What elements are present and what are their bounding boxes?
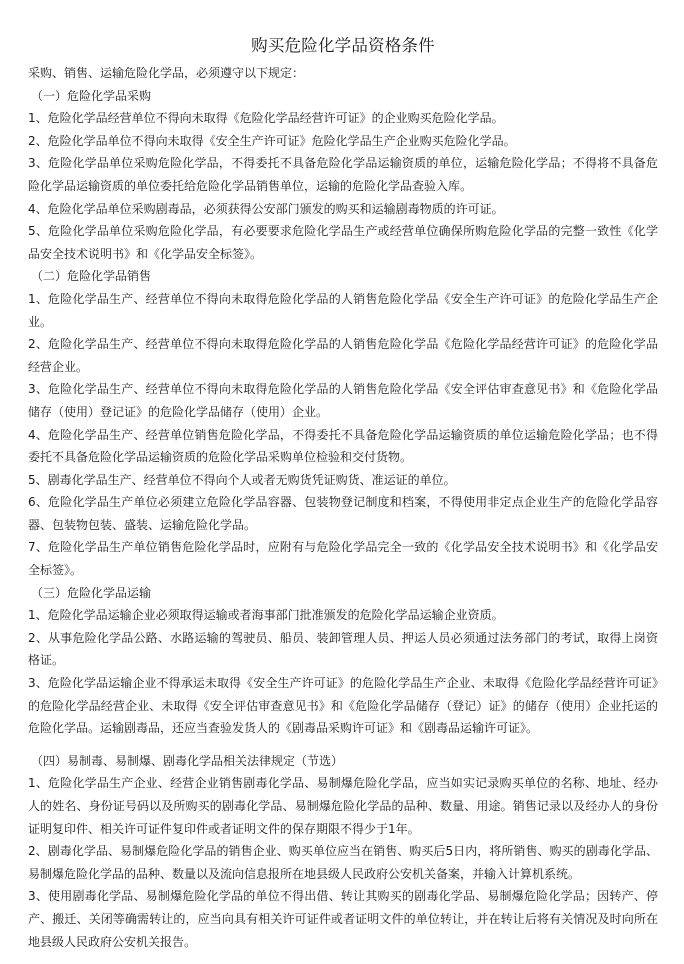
sales-item: 2、危险化学品生产、经营单位不得向未取得危险化学品的人销售危险化学品《危险化学品经营许可证》的危险化学品经营企业。 <box>28 337 658 374</box>
section-heading-regulations: （四）易制毒、易制爆、剧毒化学品相关法律规定（节选） <box>31 753 344 768</box>
transport-item: 1、危险化学品运输企业必须取得运输或者海事部门批准颁发的危险化学品运输企业资质。 <box>28 608 504 623</box>
regulation-item: 2、剧毒化学品、易制爆危险化学品的销售企业、购买单位应当在销售、购买后5日内，将所销售、购买的剧毒化学品、易制爆危险化学品的品种、数量以及流向信息报所在地县级人民政府公安机关备案，并输入计算机系统。 <box>28 844 658 881</box>
sales-item: 6、危险化学品生产单位必须建立危险化学品容器、包装物登记制度和档案，不得使用非定点企业生产的危险化学品容器、包装物包装、盛装、运输危险化学品。 <box>28 495 658 532</box>
sales-item: 5、剧毒化学品生产、经营单位不得向个人或者无购货凭证购货、准运证的单位。 <box>28 472 456 487</box>
procurement-item: 5、危险化学品单位采购危险化学品，有必要要求危险化学品生产或经营单位确保所购危险化学品的完整一致性《化学品安全技术说明书》和《化学品安全标签》。 <box>28 224 658 261</box>
section-heading-sales: （二）危险化学品销售 <box>31 269 152 284</box>
procurement-item: 4、危险化学品单位采购剧毒品，必须获得公安部门颁发的购买和运输剧毒物质的许可证。 <box>28 201 504 216</box>
regulation-item: 1、危险化学品生产企业、经营企业销售剧毒化学品、易制爆危险化学品，应当如实记录购买单位的名称、地址、经办人的姓名、身份证号码以及所购买的剧毒化学品、易制爆危险化学品的品种、数量、用途。销售记录以及经办人的身份证明复印件、相关许可证件复印件或者证明文件的保存期限不得少于1年。 <box>28 776 658 836</box>
procurement-item: 2、危险化学品单位不得向未取得《安全生产许可证》危险化学品生产企业购买危险化学品。 <box>28 133 516 148</box>
procurement-item: 1、危险化学品经营单位不得向未取得《危险化学品经营许可证》的企业购买危险化学品。 <box>28 111 504 126</box>
sales-item: 3、危险化学品生产、经营单位不得向未取得危险化学品的人销售危险化学品《安全评估审查意见书》和《危险化学品储存（使用）登记证》的危险化学品储存（使用）企业。 <box>28 382 658 419</box>
sales-item: 1、危险化学品生产、经营单位不得向未取得危险化学品的人销售危险化学品《安全生产许可证》的危险化学品生产企业。 <box>28 291 658 329</box>
section-heading-transport: （三）危险化学品运输 <box>31 585 152 600</box>
section-heading-procurement: （一）危险化学品采购 <box>31 88 152 103</box>
transport-item: 3、危险化学品运输企业不得承运未取得《安全生产许可证》的危险化学品生产企业、未取得《危险化学品经营许可证》的危险化学品经营企业、未取得《安全评估审查意见书》和《危险化学品储存（登记）证》的储存（使用）企业托运的危险化学品。运输剧毒品，还应当查验发货人的《剧毒品采购许可证》和《剧毒品运输许可证》。 <box>28 676 658 736</box>
transport-item: 2、从事危险化学品公路、水路运输的驾驶员、船员、装卸管理人员、押运人员必须通过法务部门的考试，取得上岗资格证。 <box>28 630 658 668</box>
document-title: 购买危险化学品资格条件 <box>251 36 435 55</box>
sales-item: 4、危险化学品生产、经营单位销售危险化学品，不得委托不具备危险化学品运输资质的单位运输危险化学品；也不得委托不具备危险化学品运输资质的危险化学品采购单位检验和交付货物。 <box>28 427 658 465</box>
section-spacer <box>28 740 658 750</box>
intro-paragraph: 采购、销售、运输危险化学品，必须遵守以下规定： <box>28 66 305 80</box>
regulation-item: 3、使用剧毒化学品、易制爆危险化学品的单位不得出借、转让其购买的剧毒化学品、易制爆危险化学品；因转产、停产、搬迁、关闭等确需转让的，应当向具有相关许可证件或者证明文件的单位转让，并在转让后将有关情况及时向所在地县级人民政府公安机关报告。 <box>28 889 658 949</box>
sales-item: 7、危险化学品生产单位销售危险化学品时，应附有与危险化学品完全一致的《化学品安全技术说明书》和《化学品安全标签》。 <box>28 540 658 578</box>
procurement-item: 3、危险化学品单位采购危险化学品，不得委托不具备危险化学品运输资质的单位，运输危险化学品；不得将不具备危险化学品运输资质的单位委托给危险化学品销售单位，运输的危险化学品查验入库。 <box>28 156 658 193</box>
